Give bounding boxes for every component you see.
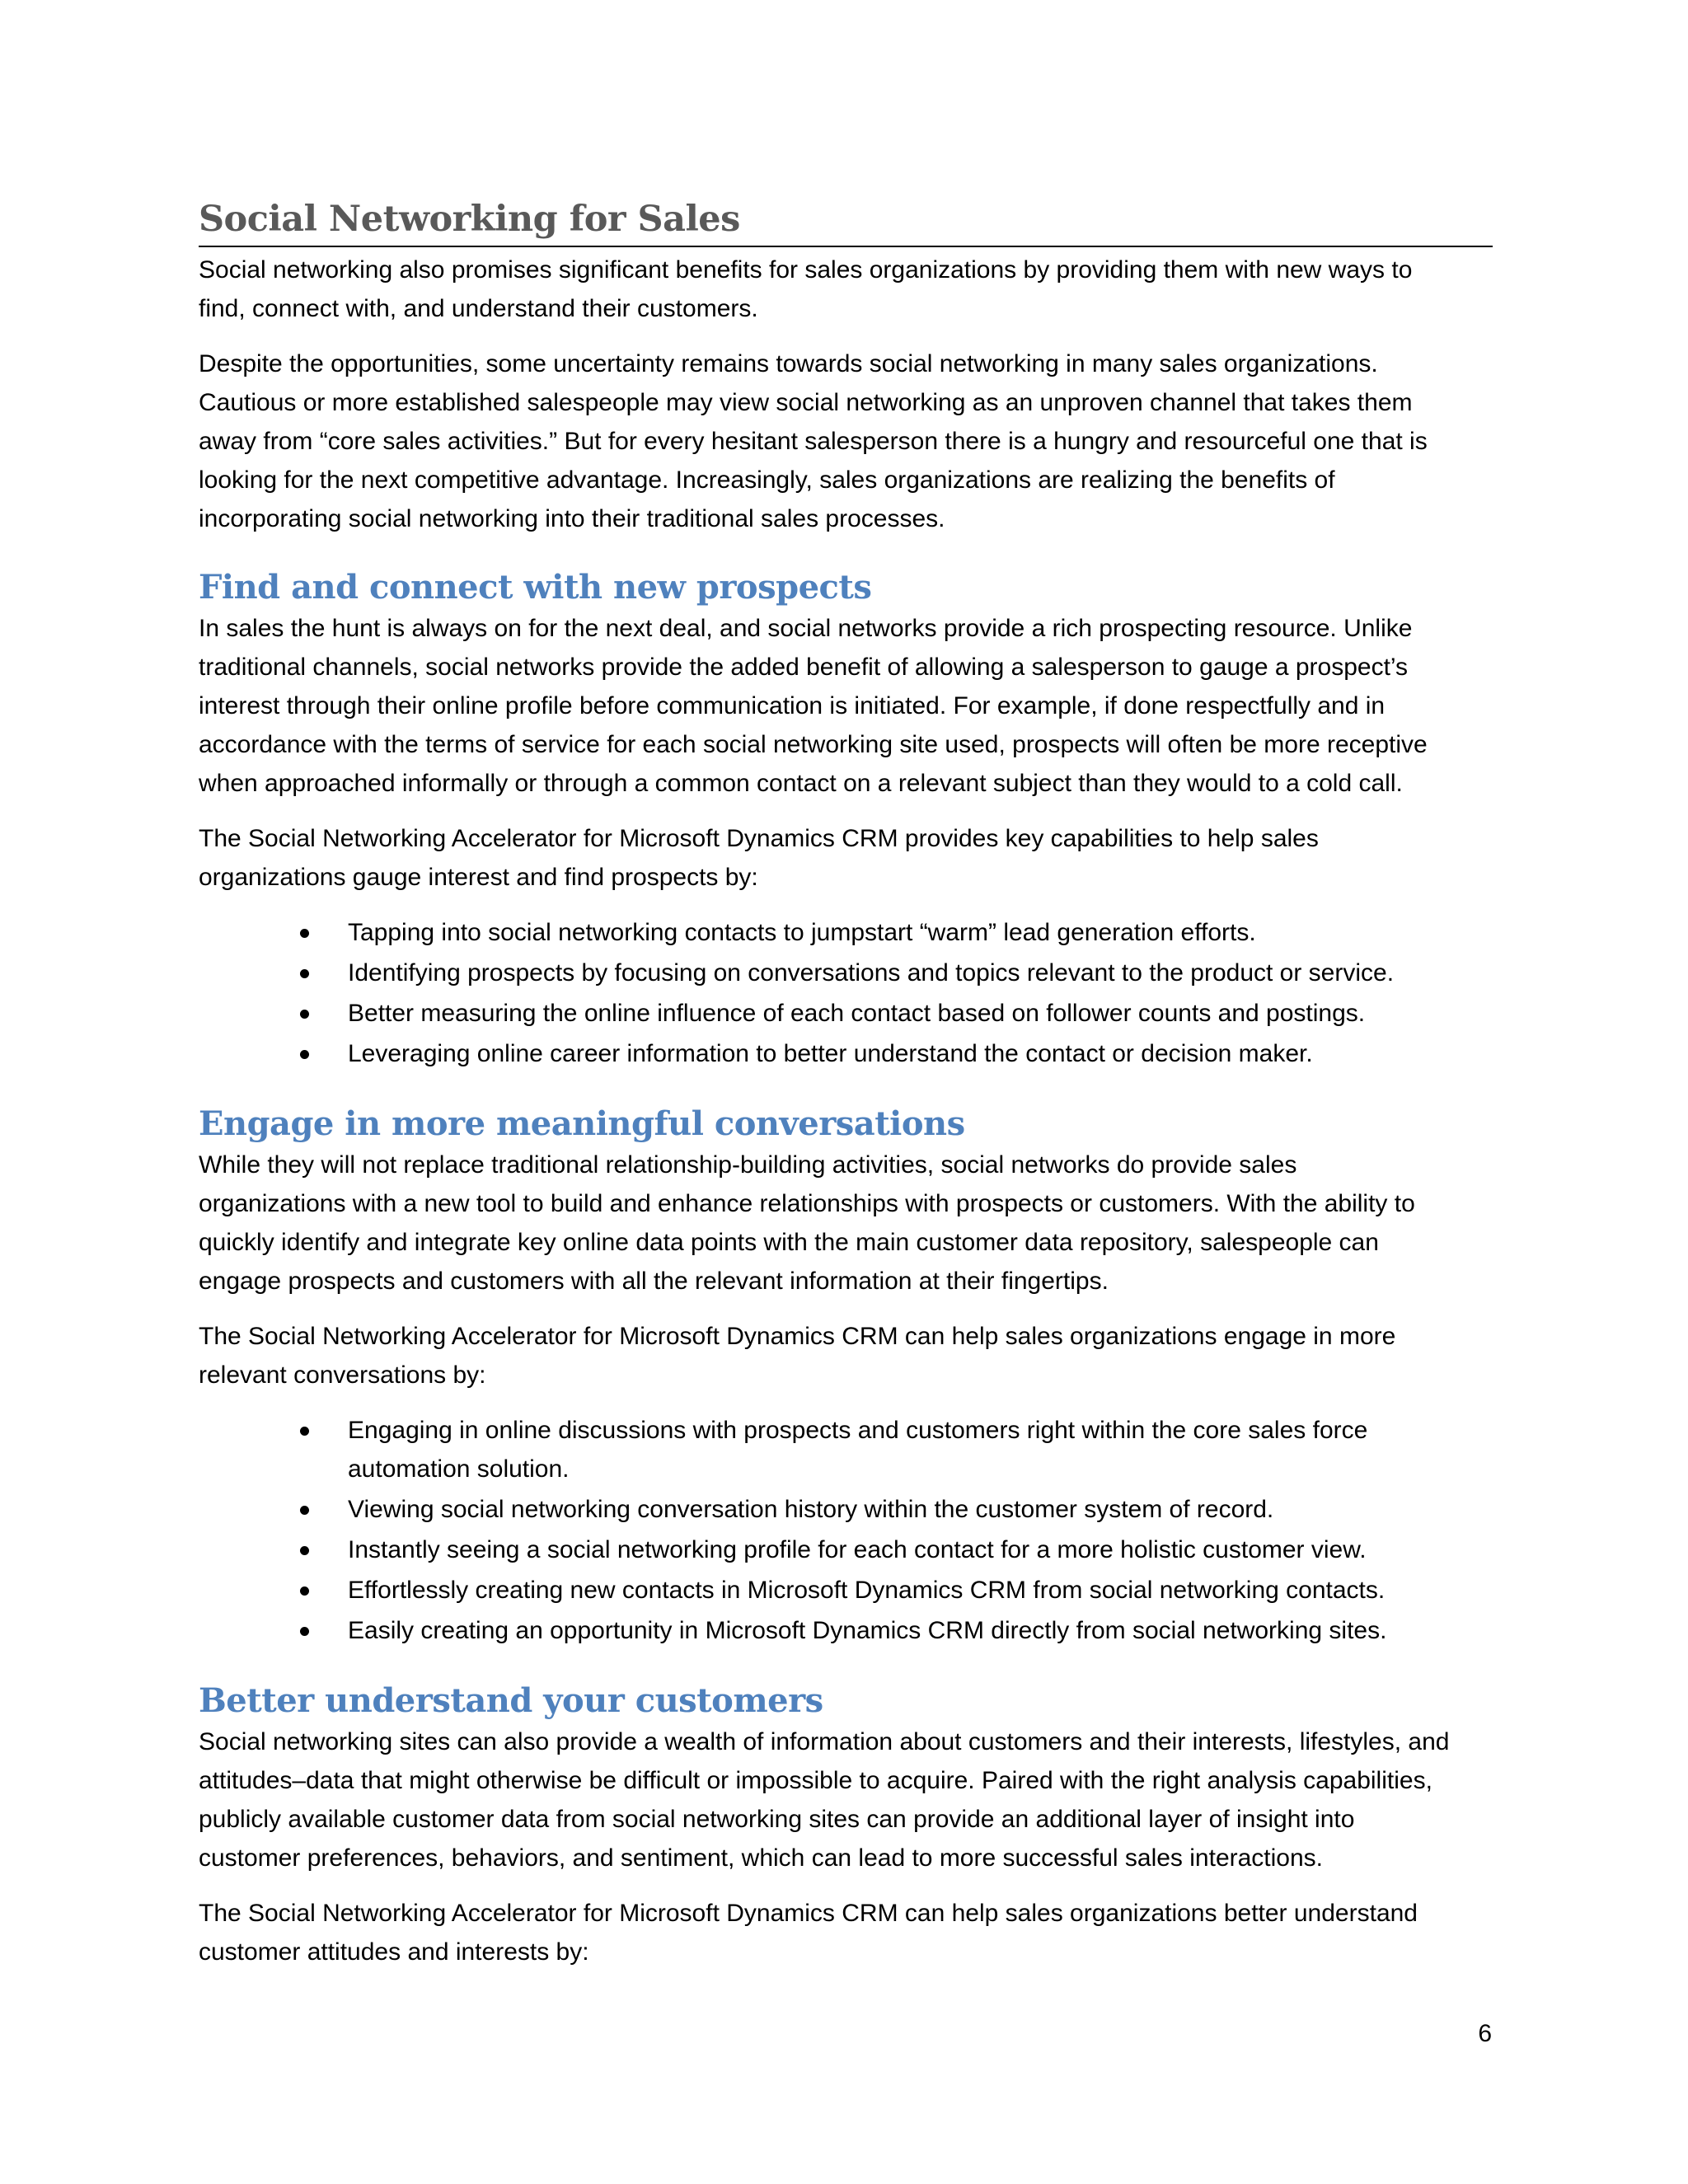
list-item bbox=[199, 913, 1493, 952]
list-item bbox=[199, 1611, 1493, 1650]
list-item-text: Identifying prospects by focusing on conversations and topics relevant to the product or service. bbox=[348, 959, 1395, 987]
list-item bbox=[199, 1411, 1493, 1488]
section1-paragraph-1: In sales the hunt is always on for the next deal, and social networks provide a rich prospecting resource. Unlike traditional channels, social networks provide the added benefit of allowing a salesperson to gauge a prospect’s interest through their online profile before communication is initiated. For example, if done respectfully and in accordance with the terms of service for each social networking site used, prospects will often be more receptive when approached informally or through a common contact on a relevant subject than they would to a cold call. bbox=[199, 615, 1428, 797]
section3-paragraph-1: Social networking sites can also provide a wealth of information about customers and their interests, lifestyles, and attitudes–data that might otherwise be difficult or impossible to acquire. Paired with the right analysis capabilities, publicly available customer data from social networking sites can provide an additional layer of insight into customer preferences, behaviors, and sentiment, which can lead to more successful sales interactions. bbox=[199, 1728, 1450, 1872]
bullet-icon bbox=[300, 969, 309, 978]
intro-paragraph-2: Despite the opportunities, some uncertainty remains towards social networking in many sales organizations. Cautious or more established salespeople may view social networking as an unproven channel that takes them away from “core sales activities.” But for every hesitant salesperson there is a hungry and resourceful one that is looking for the next competitive advantage. Increasingly, sales organizations are realizing the benefits of incorporating social networking into their traditional sales processes. bbox=[199, 350, 1428, 532]
list-item bbox=[199, 1571, 1493, 1610]
list-item-text: Leveraging online career information to better understand the contact or decision maker. bbox=[348, 1040, 1313, 1067]
list-item-text: Tapping into social networking contacts to jumpstart “warm” lead generation efforts. bbox=[348, 919, 1256, 946]
section3-paragraph-2: The Social Networking Accelerator for Microsoft Dynamics CRM can help sales organizations better understand customer attitudes and interests by: bbox=[199, 1900, 1418, 1966]
list-item-text: Effortlessly creating new contacts in Microsoft Dynamics CRM from social networking contacts. bbox=[348, 1577, 1386, 1604]
page-heading: Social Networking for Sales bbox=[199, 196, 1493, 247]
list-item-text: Instantly seeing a social networking profile for each contact for a more holistic customer view. bbox=[348, 1536, 1367, 1563]
section-heading-find-prospects: Find and connect with new prospects bbox=[199, 568, 872, 607]
section2-paragraph-1: While they will not replace traditional relationship-building activities, social networks do provide sales organizations with a new tool to build and enhance relationships with prospects or customers. With the ability to quickly identify and integrate key online data points with the main customer data repository, salespeople can engage prospects and customers with all the relevant information at their fingertips. bbox=[199, 1151, 1415, 1295]
section1-bullet-list bbox=[199, 913, 1493, 1073]
page-number: 6 bbox=[1478, 2020, 1492, 2047]
section1-paragraph-2: The Social Networking Accelerator for Microsoft Dynamics CRM provides key capabilities to help sales organizations gauge interest and find prospects by: bbox=[199, 825, 1319, 891]
list-item-text: Engaging in online discussions with prospects and customers right within the core sales force automation solution. bbox=[348, 1417, 1368, 1483]
list-item bbox=[199, 1034, 1493, 1073]
section2-bullet-list bbox=[199, 1411, 1493, 1650]
list-item bbox=[199, 1530, 1493, 1569]
list-item bbox=[199, 994, 1493, 1033]
section-heading-engage-conversations: Engage in more meaningful conversations bbox=[199, 1104, 965, 1143]
bullet-icon bbox=[300, 929, 309, 938]
bullet-icon bbox=[300, 1427, 309, 1436]
page-content bbox=[199, 196, 1493, 1971]
list-item-text: Viewing social networking conversation history within the customer system of record. bbox=[348, 1496, 1274, 1523]
bullet-icon bbox=[300, 1050, 309, 1059]
bullet-icon bbox=[300, 1010, 309, 1019]
section-heading-understand-customers: Better understand your customers bbox=[199, 1681, 823, 1720]
bullet-icon bbox=[300, 1546, 309, 1555]
list-item bbox=[199, 1490, 1493, 1529]
list-item-text: Easily creating an opportunity in Microsoft Dynamics CRM directly from social networking sites. bbox=[348, 1617, 1387, 1644]
bullet-icon bbox=[300, 1627, 309, 1636]
section2-paragraph-2: The Social Networking Accelerator for Microsoft Dynamics CRM can help sales organizations engage in more relevant conversations by: bbox=[199, 1323, 1396, 1389]
bullet-icon bbox=[300, 1586, 309, 1596]
list-item bbox=[199, 954, 1493, 992]
bullet-icon bbox=[300, 1506, 309, 1515]
list-item-text: Better measuring the online influence of each contact based on follower counts and postings. bbox=[348, 1000, 1366, 1027]
intro-paragraph-1: Social networking also promises significant benefits for sales organizations by providing them with new ways to find, connect with, and understand their customers. bbox=[199, 256, 1413, 322]
